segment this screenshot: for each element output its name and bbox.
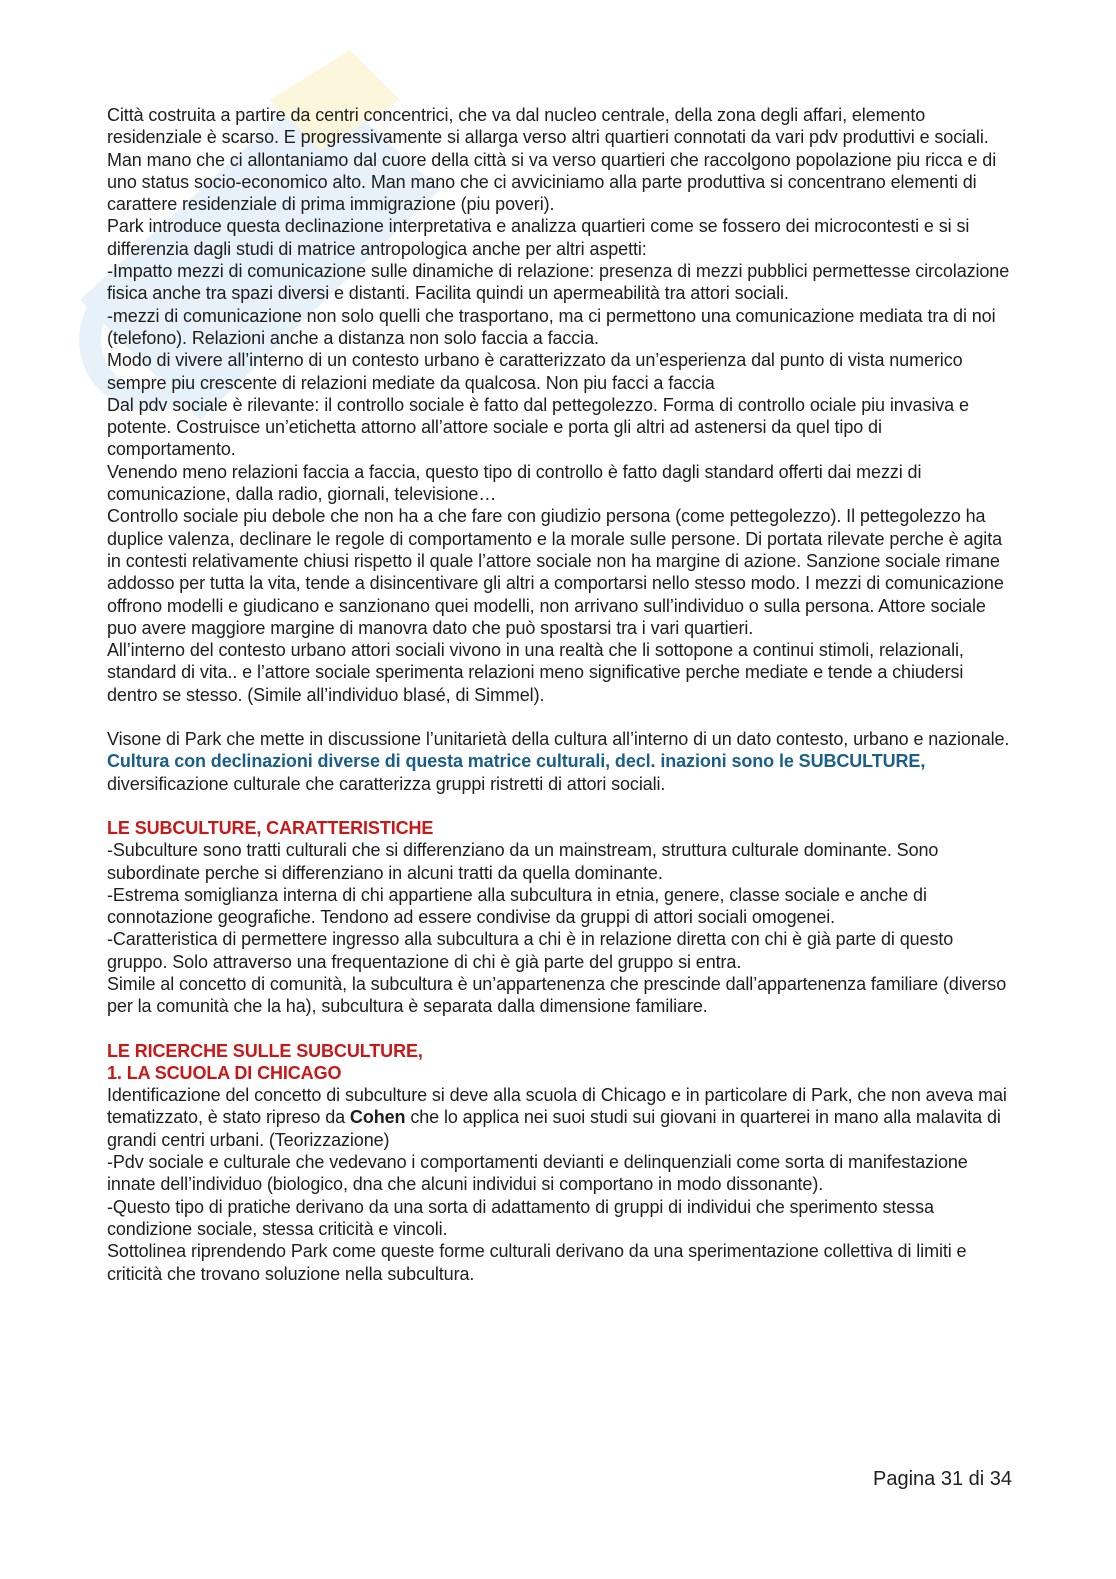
paragraph: Città costruita a partire da centri concentrici, che va dal nucleo centrale, della zona degli affari, elemento residenziale è scarso. E progressivamente si allarga verso altri quartieri connotati da vari pdv produttivi e sociali. Man mano che ci allontaniamo dal cuore della città si va verso quartieri che raccolgono popolazione piu ricca e di uno status socio-economico alto. Man mano che ci avviciniamo alla parte produttiva si concentrano elementi di carattere residenziale di prima immigrazione (piu poveri). xyxy=(107,105,997,215)
paragraph: -mezzi di comunicazione non solo quelli che trasportano, ma ci permettono una comunicazione mediata tra di noi (telefono). Relazioni anche a distanza non solo faccia a faccia. xyxy=(107,305,996,348)
paragraph: Park introduce questa declinazione interpretativa e analizza quartieri come se fossero dei microcontesti e si si differenzia dagli studi di matrice antropologica anche per altri aspetti: xyxy=(107,216,970,259)
section-heading: LE SUBCULTURE, CARATTERISTICHE xyxy=(107,817,434,838)
paragraph: -Estrema somiglianza interna di chi appartiene alla subcultura in etnia, genere, classe sociale e anche di connotazione geografiche. Tendono ad essere condivise da gruppi di attori sociali omogenei. xyxy=(107,884,927,928)
paragraph: Sottolinea riprendendo Park come queste forme culturali derivano da una sperimentazione collettiva di limiti e criticità che trovano soluzione nella subcultura. xyxy=(107,1241,967,1284)
intro-text: Identificazione del concetto di subculture si deve alla scuola di Chicago e in particolare di Park, che non aveva mai tematizzato, è stato ripreso da xyxy=(107,1085,1007,1128)
section-subheading: 1. LA SCUOLA DI CHICAGO xyxy=(107,1062,342,1083)
paragraph: Venendo meno relazioni faccia a faccia, questo tipo di controllo è fatto dagli standard offerti dai mezzi di comunicazione, dalla radio, giornali, televisione… xyxy=(107,461,922,505)
paragraph: All’interno del contesto urbano attori sociali vivono in una realtà che li sottopone a continui stimoli, relazionali, standard di vita.. e l’attore sociale sperimenta relazioni meno significative perche mediate e tende a chiudersi dentro se stesso. (Simile all’individuo blasé, di Simmel). xyxy=(107,640,964,705)
paragraph: -Subculture sono tratti culturali che si differenziano da un mainstream, struttura culturale dominante. Sono subordinate perche si differenziano in alcuni tratti da quella dominante. xyxy=(107,840,939,883)
highlight-paragraph xyxy=(107,750,1012,795)
document-body xyxy=(107,104,1012,1285)
highlight-rest-text: diversificazione culturale che caratterizza gruppi ristretti di attori sociali. xyxy=(107,773,666,794)
paragraph: -Pdv sociale e culturale che vedevano i comportamenti devianti e delinquenziali come sorta di manifestazione innate dell’individuo (biologico, dna che alcuni individui si comportano in modo dissonante). xyxy=(107,1152,968,1195)
paragraph: Controllo sociale piu debole che non ha a che fare con giudizio persona (come pettegolezzo). Il pettegolezzo ha duplice valenza, declinare le regole di comportamento e la morale sulle persone. Di portata rilevate perche è agita in contesti relativamente chiusi rispetto il quale l’attore sociale non ha margine di azione. Sanzione sociale rimane addosso per tutta la vita, tende a disincentivare gli altri a comportarsi nello stesso modo. I mezzi di comunicazione offrono modelli e giudicano e sanzionano quei modelli, non arrivano sull’individuo o sulla persona. Attore sociale puo avere maggiore margine di manovra dato che può spostarsi tra i vari quartieri. xyxy=(107,506,1004,638)
paragraph: Simile al concetto di comunità, la subcultura è un’appartenenza che prescinde dall’appartenenza familiare (diverso per la comunità che la ha), subcultura è separata dalla dimensione familiare. xyxy=(107,973,1007,1017)
bold-name: Cohen xyxy=(349,1107,406,1128)
page-number: Pagina 31 di 34 xyxy=(872,1468,1012,1490)
paragraph xyxy=(107,1084,1012,1151)
paragraph: -Impatto mezzi di comunicazione sulle dinamiche di relazione: presenza di mezzi pubblici permettesse circolazione fisica anche tra spazi diversi e distanti. Facilita quindi un apermeabilità tra attori sociali. xyxy=(107,261,1010,304)
paragraph: -Caratteristica di permettere ingresso alla subcultura a chi è in relazione diretta con chi è già parte di questo gruppo. Solo attraverso una frequentazione di chi è già parte del gruppo si entra. xyxy=(107,929,954,972)
section-heading: LE RICERCHE SULLE SUBCULTURE, xyxy=(107,1040,423,1061)
paragraph: -Questo tipo di pratiche derivano da una sorta di adattamento di gruppi di individui che sperimento stessa condizione sociale, stessa criticità e vincoli. xyxy=(107,1196,934,1239)
intro-text-end: che lo applica nei suoi studi sui giovani in quarterei in mano alla malavita di grandi centri urbani. (Teorizzazione) xyxy=(107,1107,1001,1150)
paragraph: Modo di vivere all’interno di un contesto urbano è caratterizzato da un’esperienza dal punto di vista numerico sempre piu crescente di relazioni mediate da qualcosa. Non piu facci a faccia xyxy=(107,350,963,393)
paragraph: Dal pdv sociale è rilevante: il controllo sociale è fatto dal pettegolezzo. Forma di controllo ociale piu invasiva e potente. Costruisce un’etichetta attorno all’attore sociale e porta gli altri ad astenersi da quel tipo di comportamento. xyxy=(107,394,969,460)
highlight-blue-text: Cultura con declinazioni diverse di questa matrice culturali, decl. inazioni sono le SUBCULTURE, xyxy=(107,751,926,772)
paragraph: Visone di Park che mette in discussione l’unitarietà della cultura all’interno di un dato contesto, urbano e nazionale. xyxy=(107,729,1010,750)
